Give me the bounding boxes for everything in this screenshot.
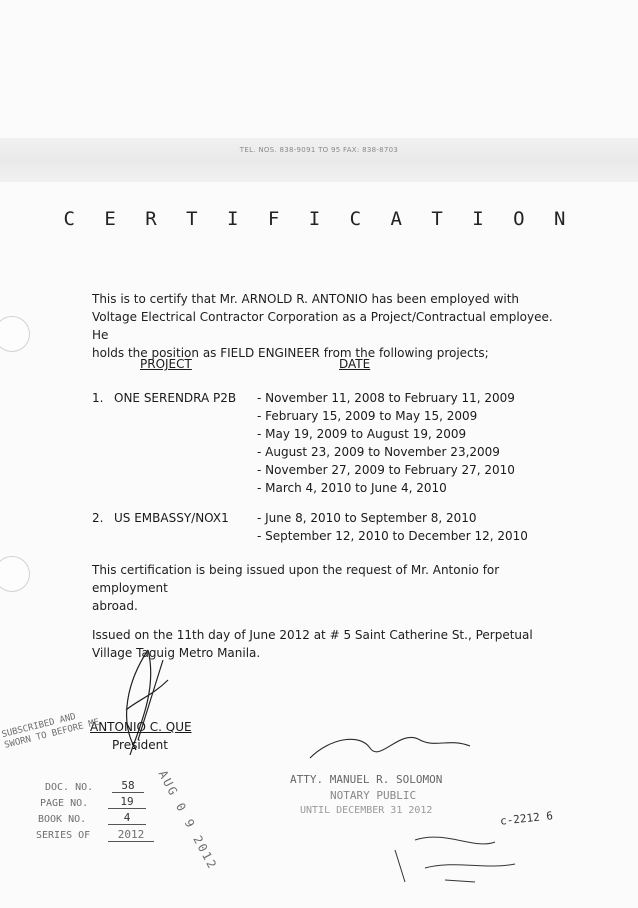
commission-until: UNTIL DECEMBER 31 2012 xyxy=(300,805,433,816)
notary-public-label: NOTARY PUBLIC xyxy=(330,789,417,802)
series-label: SERIES OF xyxy=(36,830,91,841)
project-index: 1. xyxy=(92,391,104,405)
doc-no-value: 58 xyxy=(112,779,144,793)
book-no-value: 4 xyxy=(108,811,146,825)
letterhead-contact: TEL. NOS. 838-9091 TO 95 FAX: 838-8703 xyxy=(239,146,399,154)
project-name: US EMBASSY/NOX1 xyxy=(114,511,229,525)
date-range: - November 11, 2008 to February 11, 2009 xyxy=(257,391,515,405)
notary-scribble xyxy=(385,820,535,890)
page-no-label: PAGE NO. xyxy=(40,798,89,809)
book-no-label: BOOK NO. xyxy=(38,814,87,825)
date-range: - June 8, 2010 to September 8, 2010 xyxy=(257,511,477,525)
signatory-position: President xyxy=(112,738,168,752)
date-range: - August 23, 2009 to November 23,2009 xyxy=(257,445,500,459)
request-paragraph xyxy=(92,561,572,615)
date-range: - February 15, 2009 to May 15, 2009 xyxy=(257,409,478,423)
intro-line-3: holds the position as FIELD ENGINEER from the following projects; xyxy=(92,346,489,360)
doc-no-label: DOC. NO. xyxy=(45,782,94,793)
notary-signature xyxy=(300,718,480,778)
issued-line-2: Village Taguig Metro Manila. xyxy=(92,646,261,660)
subscribed-stamp: SUBSCRIBED AND SWORN TO BEFORE ME xyxy=(0,712,101,751)
date-received-stamp: AUG 0 9 2012 xyxy=(155,768,220,873)
intro-paragraph xyxy=(92,290,572,362)
punch-hole-top xyxy=(0,316,30,352)
date-header: DATE xyxy=(339,357,371,371)
punch-hole-bottom xyxy=(0,556,30,592)
project-header: PROJECT xyxy=(140,357,192,371)
signatory-name: ANTONIO C. QUE xyxy=(90,720,192,734)
issued-line-1: Issued on the 11th day of June 2012 at # 5 Saint Catherine St., Perpetual xyxy=(92,628,533,642)
date-range: - May 19, 2009 to August 19, 2009 xyxy=(257,427,467,441)
project-index: 2. xyxy=(92,511,104,525)
page-no-value: 19 xyxy=(108,795,146,809)
document-title: C E R T I F I C A T I O N xyxy=(63,208,575,230)
date-range: - March 4, 2010 to June 4, 2010 xyxy=(257,481,447,495)
request-line-1: This certification is being issued upon the request of Mr. Antonio for employment xyxy=(92,563,500,595)
request-line-2: abroad. xyxy=(92,599,138,613)
intro-line-1: This is to certify that Mr. ARNOLD R. ANTONIO has been employed with xyxy=(92,292,520,306)
notary-reference: c-2212 6 xyxy=(499,809,554,828)
intro-line-2: Voltage Electrical Contractor Corporation as a Project/Contractual employee. He xyxy=(92,310,553,342)
series-value: 2012 xyxy=(108,828,154,842)
attorney-name: ATTY. MANUEL R. SOLOMON xyxy=(290,773,443,786)
date-range: - September 12, 2010 to December 12, 2010 xyxy=(257,529,528,543)
date-range: - November 27, 2009 to February 27, 2010 xyxy=(257,463,515,477)
project-name: ONE SERENDRA P2B xyxy=(114,391,237,405)
scan-band xyxy=(0,138,638,182)
